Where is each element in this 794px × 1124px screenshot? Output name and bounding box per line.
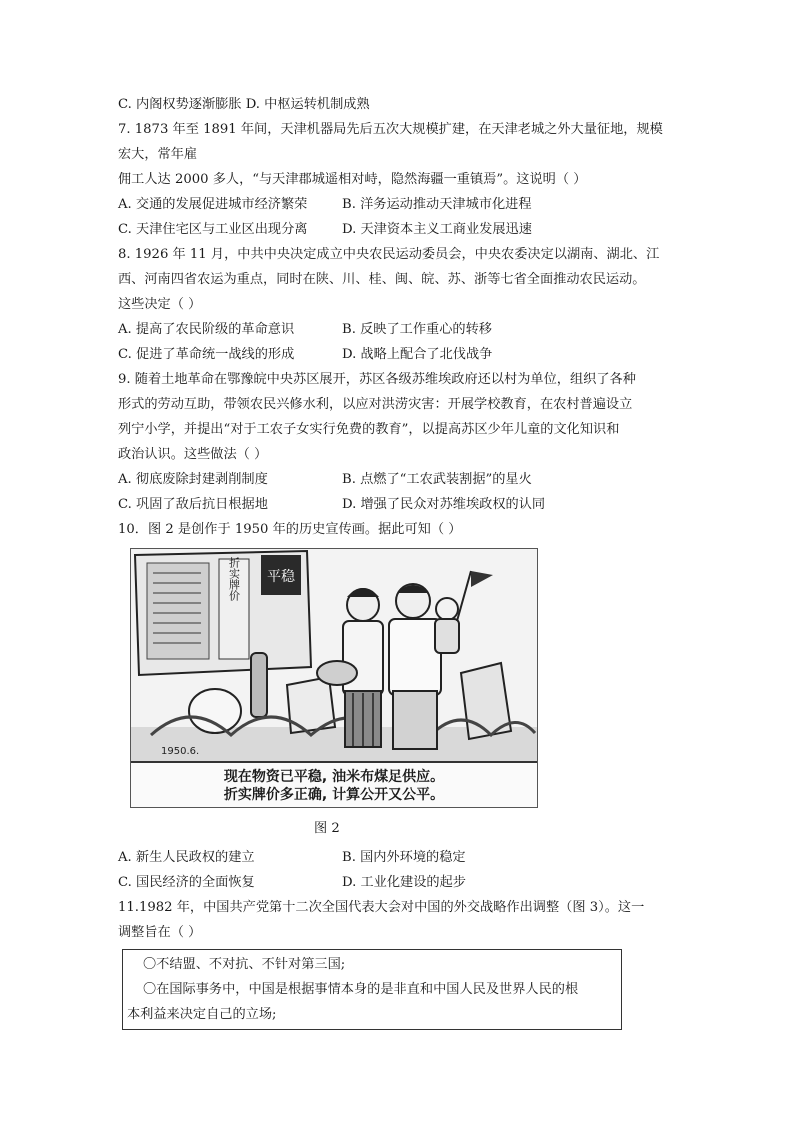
oil-bottle xyxy=(251,653,267,717)
q10-option-a[interactable]: A. 新生人民政权的建立 xyxy=(118,850,255,865)
q7-option-d[interactable]: D. 天津资本主义工商业发展迅速 xyxy=(342,222,532,237)
q9-options-row-1 xyxy=(118,467,688,492)
question-10 xyxy=(118,517,688,895)
vegetable-basket xyxy=(317,661,357,685)
woman-top xyxy=(343,621,383,695)
q10-option-c[interactable]: C. 国民经济的全面恢复 xyxy=(118,875,255,890)
q6-options: C. 内阁权势逐渐膨胀 D. 中枢运转机制成熟 xyxy=(118,97,370,112)
child-head xyxy=(436,598,458,620)
man-hair xyxy=(397,585,429,593)
q8-option-b[interactable]: B. 反映了工作重心的转移 xyxy=(342,322,492,337)
question-8 xyxy=(118,242,688,367)
propaganda-poster xyxy=(130,548,538,808)
q7-option-a[interactable]: A. 交通的发展促进城市经济繁荣 xyxy=(118,197,308,212)
q9-stem-4: 政治认识。这些做法（ ） xyxy=(118,447,268,462)
child-body xyxy=(435,619,459,653)
q11-stem-2: 调整旨在（ ） xyxy=(118,925,202,940)
q9-stem-3: 列宁小学，并提出“对于工农子女实行免费的教育”，以提高苏区少年儿童的文化知识和 xyxy=(118,422,620,437)
flour-bag xyxy=(189,689,241,733)
q10-options-row-2 xyxy=(118,870,688,895)
q8-stem-2: 西、河南四省农运为重点，同时在陕、川、桂、闽、皖、苏、浙等七省全面推动农民运动。 xyxy=(118,272,646,287)
board-banner-text: 折实牌价 xyxy=(227,557,241,601)
q10-option-d[interactable]: D. 工业化建设的起步 xyxy=(342,875,466,890)
question-9 xyxy=(118,367,688,517)
q7-stem-3: 佣工人达 2000 多人，“与天津郡城遥相对峙，隐然海疆一重镇焉”。这说明（ ） xyxy=(118,172,587,187)
poster-date: 1950.6. xyxy=(161,746,200,757)
q8-option-d[interactable]: D. 战略上配合了北伐战争 xyxy=(342,347,493,362)
q7-options-row-1 xyxy=(118,192,688,217)
q11-stem-1: 11.1982 年，中国共产党第十二次全国代表大会对中国的外交战略作出调整（图 3）。这一 xyxy=(118,900,645,915)
q7-option-c[interactable]: C. 天津住宅区与工业区出现分离 xyxy=(118,222,308,237)
poster-caption-line-2: 折实牌价多正确, 计算公开又公平。 xyxy=(223,787,445,803)
q8-options-row-2 xyxy=(118,342,688,367)
q9-option-a[interactable]: A. 彻底废除封建剥削制度 xyxy=(118,472,268,487)
q9-option-d[interactable]: D. 增强了民众对苏维埃政权的认同 xyxy=(342,497,546,512)
q8-option-c[interactable]: C. 促进了革命统一战线的形成 xyxy=(118,347,295,362)
q10-stem-1: 10．图 2 是创作于 1950 年的历史宣传画。据此可知（ ） xyxy=(118,522,462,537)
q7-stem-1: 7. 1873 年至 1891 年间，天津机器局先后五次大规模扩建，在天津老城之外大量征地，规模 xyxy=(118,122,663,137)
poster-caption xyxy=(131,761,537,807)
q8-option-a[interactable]: A. 提高了农民阶级的革命意识 xyxy=(118,322,295,337)
q8-stem-3: 这些决定（ ） xyxy=(118,297,202,312)
q9-option-b[interactable]: B. 点燃了“工农武装割据”的星火 xyxy=(342,472,532,487)
coal-block xyxy=(461,663,511,739)
question-7 xyxy=(118,117,688,242)
q9-stem-2: 形式的劳动互助，带领农民兴修水利，以应对洪涝灾害：开展学校教育，在农村普遍设立 xyxy=(118,397,633,412)
box-line-2: 〇在国际事务中，中国是根据事情本身的是非直和中国人民及世界人民的根 xyxy=(143,982,579,997)
q7-options-row-2 xyxy=(118,217,688,242)
figure-3-box xyxy=(122,949,622,1030)
figure-2-label: 图 2 xyxy=(314,821,340,836)
q8-options-row-1 xyxy=(118,317,688,342)
box-line-3: 本利益来决定自己的立场; xyxy=(127,1007,277,1022)
q7-stem-2: 宏大，常年雇 xyxy=(118,147,198,162)
man-trousers xyxy=(393,691,437,749)
q8-stem-1: 8. 1926 年 11 月，中共中央决定成立中央农民运动委员会，中央农委决定以湖南、湖北、江 xyxy=(118,247,660,262)
board-sign-text: 平稳 xyxy=(267,569,295,585)
box-line-1: 〇不结盟、不对抗、不针对第三国; xyxy=(143,957,346,972)
q9-stem-1: 9. 随着土地革命在鄂豫皖中央苏区展开，苏区各级苏维埃政府还以村为单位，组织了各种 xyxy=(118,372,636,387)
q9-options-row-2 xyxy=(118,492,688,517)
q10-options-row-1 xyxy=(118,845,688,870)
poster-illustration xyxy=(131,549,537,761)
woman-hair xyxy=(347,588,379,597)
board-notice xyxy=(147,563,209,659)
q7-option-b[interactable]: B. 洋务运动推动天津城市化进程 xyxy=(342,197,532,212)
exam-page xyxy=(118,92,688,1030)
q10-option-b[interactable]: B. 国内外环境的稳定 xyxy=(342,850,466,865)
poster-caption-line-1: 现在物资已平稳, 油米布煤足供应。 xyxy=(223,769,445,785)
question-11 xyxy=(118,895,688,1030)
man-shirt xyxy=(389,619,441,695)
q9-option-c[interactable]: C. 巩固了敌后抗日根据地 xyxy=(118,497,268,512)
flag-pole xyxy=(457,571,471,621)
flag-icon xyxy=(471,571,493,587)
